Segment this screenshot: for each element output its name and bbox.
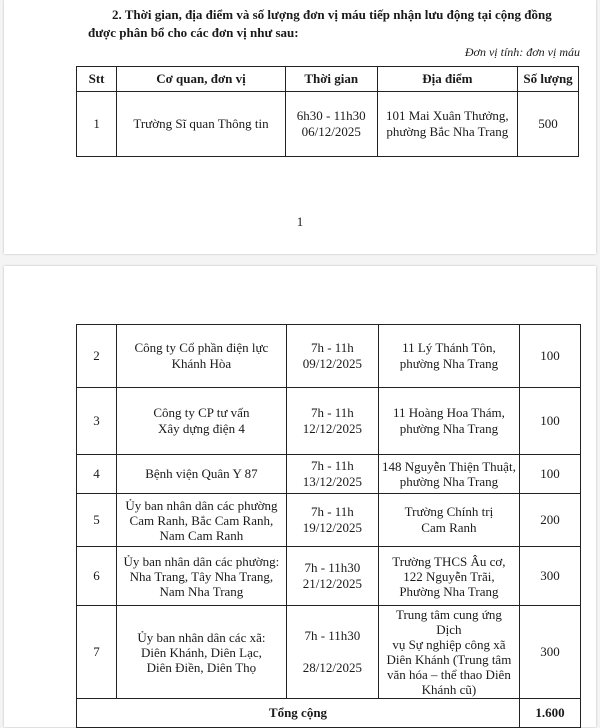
cell-stt: 6 (77, 547, 117, 606)
cell-stt: 3 (77, 388, 117, 455)
table-row (77, 606, 581, 699)
cell-qty: 100 (519, 388, 580, 455)
document-page-1 (4, 0, 596, 254)
total-label: Tổng cộng (77, 699, 520, 728)
cell-place: 11 Lý Thánh Tôn, phường Nha Trang (378, 325, 519, 388)
cell-qty: 200 (519, 494, 580, 547)
cell-org: Trường Sĩ quan Thông tin (117, 92, 286, 157)
cell-qty: 500 (518, 92, 579, 157)
cell-time: 7h - 11h 13/12/2025 (286, 455, 378, 494)
cell-time: 7h - 11h 09/12/2025 (286, 325, 378, 388)
table-row (77, 547, 581, 606)
header-stt: Stt (77, 67, 117, 92)
table-row (77, 92, 579, 157)
document-page-2 (4, 266, 596, 727)
cell-qty: 100 (519, 325, 580, 388)
cell-org: Ủy ban nhân dân các phường Cam Ranh, Bắc Cam Ranh, Nam Cam Ranh (116, 494, 286, 547)
cell-place: 101 Mai Xuân Thưởng, phường Bắc Nha Trang (377, 92, 517, 157)
cell-time: 7h - 11h30 28/12/2025 (286, 606, 378, 699)
cell-org: Công ty Cổ phần điện lực Khánh Hòa (116, 325, 286, 388)
total-row (77, 699, 581, 728)
cell-place: Trường Chính trị Cam Ranh (378, 494, 519, 547)
cell-stt: 4 (77, 455, 117, 494)
header-org: Cơ quan, đơn vị (117, 67, 286, 92)
cell-place: 11 Hoàng Hoa Thám, phường Nha Trang (378, 388, 519, 455)
cell-qty: 100 (519, 455, 580, 494)
table-row (77, 325, 581, 388)
table-row (77, 494, 581, 547)
cell-time: 7h - 11h 19/12/2025 (286, 494, 378, 547)
section-heading: 2. Thời gian, địa điểm và số lượng đơn vị máu tiếp nhận lưu động tại cộng đồng được phân bổ cho các đơn vị như sau: (88, 7, 552, 40)
table-row (77, 455, 581, 494)
cell-org: Ủy ban nhân dân các xã: Diên Khánh, Diên Lạc, Diên Điền, Diên Thọ (116, 606, 286, 699)
total-value: 1.600 (519, 699, 580, 728)
table-row (77, 388, 581, 455)
allocation-table-part-1 (76, 66, 579, 157)
cell-qty: 300 (519, 547, 580, 606)
cell-time: 7h - 11h 12/12/2025 (286, 388, 378, 455)
table-header-row (77, 67, 579, 92)
cell-org: Ủy ban nhân dân các phường: Nha Trang, Tây Nha Trang, Nam Nha Trang (116, 547, 286, 606)
cell-place: 148 Nguyễn Thiện Thuật, phường Nha Trang (378, 455, 519, 494)
header-qty: Số lượng (518, 67, 579, 92)
header-place: Địa điểm (377, 67, 517, 92)
cell-stt: 7 (77, 606, 117, 699)
cell-org: Công ty CP tư vấn Xây dựng điện 4 (116, 388, 286, 455)
cell-time: 6h30 - 11h30 06/12/2025 (285, 92, 377, 157)
allocation-table-part-2 (76, 324, 581, 728)
cell-qty: 300 (519, 606, 580, 699)
cell-org: Bệnh viện Quân Y 87 (116, 455, 286, 494)
cell-stt: 2 (77, 325, 117, 388)
cell-time: 7h - 11h30 21/12/2025 (286, 547, 378, 606)
page-number: 1 (296, 214, 304, 229)
cell-place: Trung tâm cung ứng Dịch vụ Sự nghiệp công xã Diên Khánh (Trung tâm văn hóa – thể thao Diên Khánh cũ) (378, 606, 519, 699)
cell-stt: 1 (77, 92, 117, 157)
unit-note: Đơn vị tính: đơn vị máu (464, 45, 580, 59)
cell-stt: 5 (77, 494, 117, 547)
header-time: Thời gian (285, 67, 377, 92)
cell-place: Trường THCS Âu cơ, 122 Nguyễn Trãi, Phường Nha Trang (378, 547, 519, 606)
